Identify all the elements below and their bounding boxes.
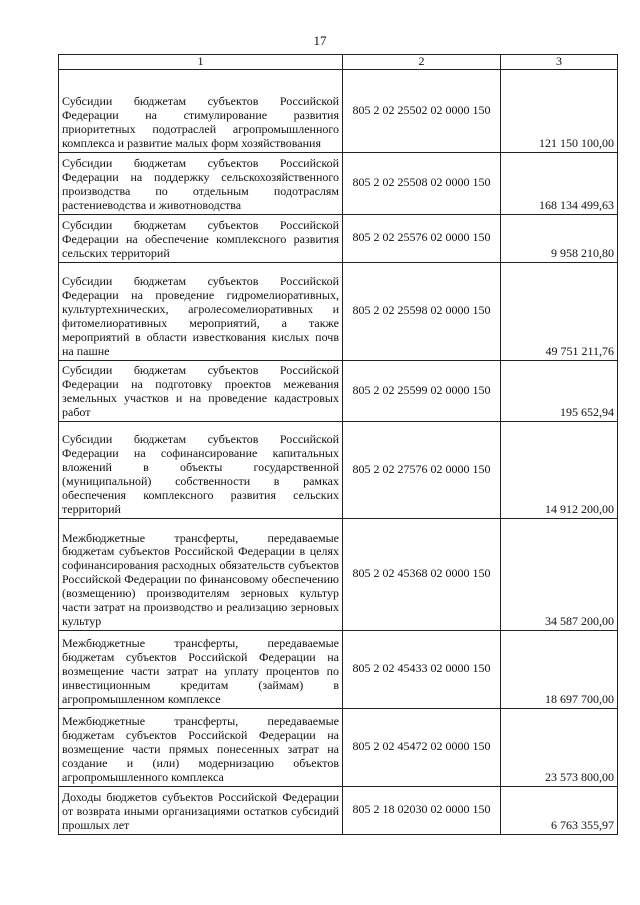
row-description: Субсидии бюджетам субъектов Российской Федерации на софинансирование капитальных вложений в объекты государственной (муниципальной) собственности в рамках обеспечения комплексного развития сельских территорий	[59, 421, 343, 518]
row-budget-code: 805 2 02 25502 02 0000 150	[343, 69, 501, 152]
table-header-row	[59, 55, 618, 70]
row-description: Доходы бюджетов субъектов Российской Федерации от возврата иными организациями остатков субсидий прошлых лет	[59, 786, 343, 834]
row-amount: 9 958 210,80	[501, 214, 618, 262]
row-budget-code: 805 2 02 25576 02 0000 150	[343, 214, 501, 262]
column-header-1: 1	[59, 55, 343, 70]
table-row	[59, 360, 618, 421]
row-amount: 168 134 499,63	[501, 152, 618, 214]
row-amount: 6 763 355,97	[501, 786, 618, 834]
row-budget-code: 805 2 02 45472 02 0000 150	[343, 708, 501, 786]
column-header-3: 3	[501, 55, 618, 70]
column-header-2: 2	[343, 55, 501, 70]
row-budget-code: 805 2 02 45433 02 0000 150	[343, 630, 501, 708]
row-amount: 14 912 200,00	[501, 421, 618, 518]
table-row	[59, 152, 618, 214]
row-budget-code: 805 2 02 25599 02 0000 150	[343, 360, 501, 421]
row-description: Субсидии бюджетам субъектов Российской Федерации на поддержку сельскохозяйственного производства по отдельным подотраслям растениеводства и животноводства	[59, 152, 343, 214]
row-amount: 34 587 200,00	[501, 518, 618, 630]
row-amount: 121 150 100,00	[501, 69, 618, 152]
row-description: Межбюджетные трансферты, передаваемые бюджетам субъектов Российской Федерации на возмещение части прямых понесенных затрат на создание и (или) модернизацию объектов агропромышленного комплекса	[59, 708, 343, 786]
row-budget-code: 805 2 02 45368 02 0000 150	[343, 518, 501, 630]
row-amount: 18 697 700,00	[501, 630, 618, 708]
table-row	[59, 786, 618, 834]
revenue-table	[58, 54, 618, 835]
table-row	[59, 69, 618, 152]
row-budget-code: 805 2 02 27576 02 0000 150	[343, 421, 501, 518]
row-amount: 23 573 800,00	[501, 708, 618, 786]
row-description: Субсидии бюджетам субъектов Российской Федерации на проведение гидромелиоративных, культуртехнических, агролесомелиоративных и фитомелиоративных мероприятий, а также мероприятий в области известкования кислых почв на пашне	[59, 262, 343, 360]
table-row	[59, 214, 618, 262]
row-description: Субсидии бюджетам субъектов Российской Федерации на обеспечение комплексного развития сельских территорий	[59, 214, 343, 262]
row-amount: 49 751 211,76	[501, 262, 618, 360]
row-description: Межбюджетные трансферты, передаваемые бюджетам субъектов Российской Федерации в целях софинансирования расходных обязательств субъектов Российской Федерации по финансовому обеспечению (возмещению) производителям зерновых культур части затрат на производство и реализацию зерновых культур	[59, 518, 343, 630]
table-row	[59, 421, 618, 518]
row-description: Субсидии бюджетам субъектов Российской Федерации на подготовку проектов межевания земельных участков и на проведение кадастровых работ	[59, 360, 343, 421]
table-row	[59, 518, 618, 630]
row-amount: 195 652,94	[501, 360, 618, 421]
row-budget-code: 805 2 02 25508 02 0000 150	[343, 152, 501, 214]
row-description: Межбюджетные трансферты, передаваемые бюджетам субъектов Российской Федерации на возмещение части затрат на уплату процентов по инвестиционным кредитам (займам) в агропромышленном комплексе	[59, 630, 343, 708]
row-budget-code: 805 2 02 25598 02 0000 150	[343, 262, 501, 360]
row-budget-code: 805 2 18 02030 02 0000 150	[343, 786, 501, 834]
table-row	[59, 630, 618, 708]
table-row	[59, 708, 618, 786]
row-description: Субсидии бюджетам субъектов Российской Федерации на стимулирование развития приоритетных подотраслей агропромышленного комплекса и развитие малых форм хозяйствования	[59, 69, 343, 152]
table-row	[59, 262, 618, 360]
page-number: 17	[313, 33, 327, 48]
